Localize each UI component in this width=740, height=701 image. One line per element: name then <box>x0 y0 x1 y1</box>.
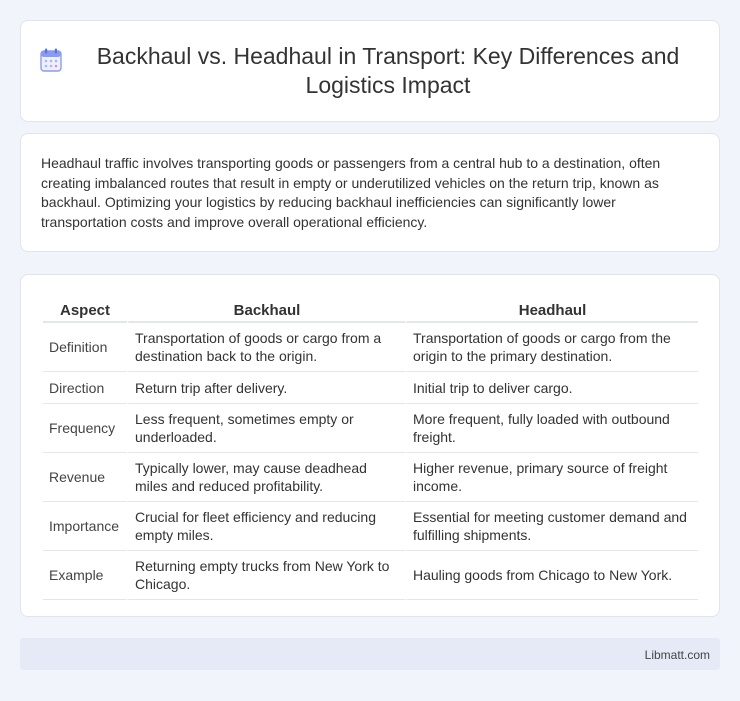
cell-backhaul: Transportation of goods or cargo from a destination back to the origin. <box>127 323 405 372</box>
cell-aspect: Example <box>43 551 127 600</box>
cell-headhaul: More frequent, fully loaded with outbound freight. <box>405 404 698 453</box>
cell-backhaul: Returning empty trucks from New York to Chicago. <box>127 551 405 600</box>
title-card <box>20 20 720 122</box>
table-header-row <box>43 295 698 323</box>
table-row <box>43 323 698 372</box>
footer <box>20 638 720 670</box>
cell-headhaul: Initial trip to deliver cargo. <box>405 372 698 404</box>
cell-headhaul: Essential for meeting customer demand and fulfilling shipments. <box>405 502 698 551</box>
table-row <box>43 372 698 404</box>
comparison-table <box>43 295 698 600</box>
cell-headhaul: Transportation of goods or cargo from the origin to the primary destination. <box>405 323 698 372</box>
table-row <box>43 404 698 453</box>
table-row <box>43 551 698 600</box>
intro-card <box>20 133 720 252</box>
cell-aspect: Frequency <box>43 404 127 453</box>
table-row <box>43 453 698 502</box>
header-aspect: Aspect <box>43 295 127 323</box>
intro-paragraph: Headhaul traffic involves transporting goods or passengers from a central hub to a destination, often creating imbalanced routes that result in empty or underutilized vehicles on the return trip, known as backhaul. Optimizing your logistics by reducing backhaul inefficiencies can significantly lower transportation costs and improve overall operational efficiency. <box>41 155 661 230</box>
cell-backhaul: Return trip after delivery. <box>127 372 405 404</box>
cell-headhaul: Hauling goods from Chicago to New York. <box>405 551 698 600</box>
cell-aspect: Revenue <box>43 453 127 502</box>
table-row <box>43 502 698 551</box>
calendar-icon <box>40 48 62 72</box>
page-title: Backhaul vs. Headhaul in Transport: Key Differences and Logistics Impact <box>96 43 680 98</box>
header-backhaul: Backhaul <box>127 295 405 323</box>
table-card <box>20 274 720 617</box>
cell-aspect: Direction <box>43 372 127 404</box>
cell-aspect: Definition <box>43 323 127 372</box>
cell-aspect: Importance <box>43 502 127 551</box>
title-wrap <box>40 42 700 100</box>
cell-backhaul: Crucial for fleet efficiency and reducing empty miles. <box>127 502 405 551</box>
footer-brand-link[interactable]: Libmatt.com <box>644 648 710 662</box>
cell-backhaul: Less frequent, sometimes empty or underloaded. <box>127 404 405 453</box>
cell-headhaul: Higher revenue, primary source of freight income. <box>405 453 698 502</box>
cell-backhaul: Typically lower, may cause deadhead miles and reduced profitability. <box>127 453 405 502</box>
header-headhaul: Headhaul <box>405 295 698 323</box>
